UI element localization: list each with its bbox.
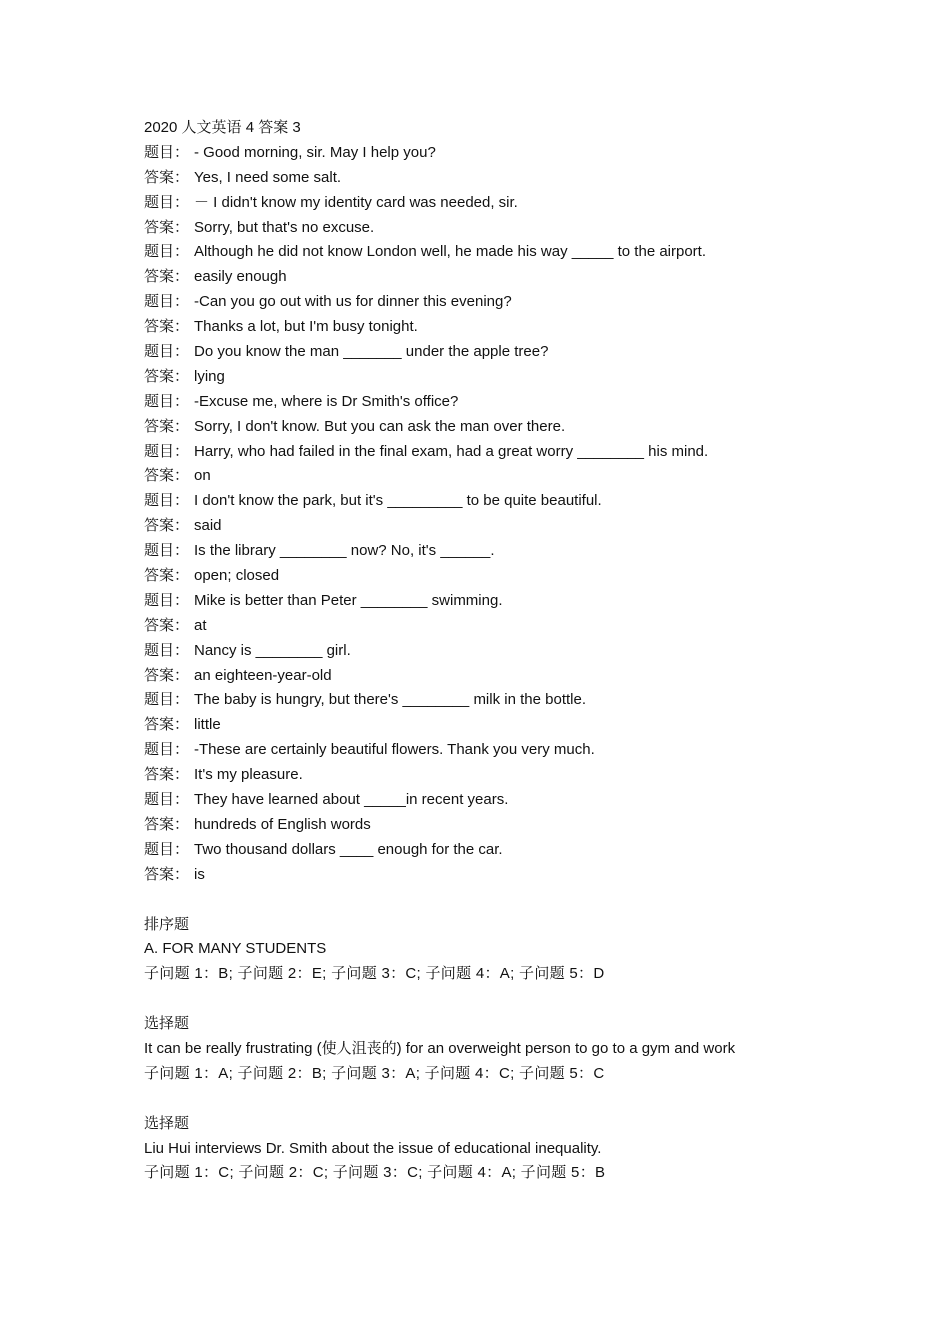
question-text: - Good morning, sir. May I help you? bbox=[194, 143, 436, 161]
answer-line bbox=[144, 813, 804, 838]
answer-line bbox=[144, 514, 804, 539]
answer-text: Sorry, I don't know. But you can ask the man over there. bbox=[194, 417, 566, 435]
question-text: Nancy is ________ girl. bbox=[194, 641, 351, 659]
question-line bbox=[144, 539, 804, 564]
answer-text: open; closed bbox=[194, 567, 280, 585]
answer-line bbox=[144, 166, 804, 191]
question-label: 题目： bbox=[144, 392, 190, 410]
question-label: 题目： bbox=[144, 293, 190, 311]
question-text: Mike is better than Peter ________ swimming. bbox=[194, 591, 503, 609]
question-line bbox=[144, 838, 804, 863]
answer-line bbox=[144, 763, 804, 788]
document-page bbox=[144, 116, 804, 1186]
answer-line bbox=[144, 664, 804, 689]
answer-text: Sorry, but that's no excuse. bbox=[194, 218, 375, 236]
question-text: I don't know the park, but it's _________ to be quite beautiful. bbox=[194, 492, 602, 510]
question-label: 题目： bbox=[144, 193, 190, 211]
answer-line bbox=[144, 365, 804, 390]
question-line bbox=[144, 688, 804, 713]
answer-line bbox=[144, 614, 804, 639]
question-label: 题目： bbox=[144, 741, 190, 759]
question-label: 题目： bbox=[144, 143, 190, 161]
question-label: 题目： bbox=[144, 542, 190, 560]
answer-line bbox=[144, 464, 804, 489]
question-label: 题目： bbox=[144, 442, 190, 460]
answer-line bbox=[144, 564, 804, 589]
section-answers: 子问题 1：A; 子问题 2：B; 子问题 3：A; 子问题 4：C; 子问题 5：C bbox=[144, 1064, 605, 1082]
question-line bbox=[144, 489, 804, 514]
answer-label: 答案： bbox=[144, 168, 190, 186]
section-text: Liu Hui interviews Dr. Smith about the issue of educational inequality. bbox=[144, 1139, 602, 1157]
answer-label: 答案： bbox=[144, 865, 190, 883]
answer-label: 答案： bbox=[144, 616, 190, 634]
question-label: 题目： bbox=[144, 840, 190, 858]
answer-text: said bbox=[194, 517, 222, 535]
section-spacer bbox=[144, 1087, 804, 1112]
answer-text: It's my pleasure. bbox=[194, 766, 303, 784]
answer-label: 答案： bbox=[144, 567, 190, 585]
question-text: － I didn't know my identity card was needed, sir. bbox=[194, 193, 518, 211]
section-text: A. FOR MANY STUDENTS bbox=[144, 940, 327, 958]
answer-line bbox=[144, 863, 804, 888]
section-spacer bbox=[144, 987, 804, 1012]
question-line bbox=[144, 738, 804, 763]
question-text: The baby is hungry, but there's ________ milk in the bottle. bbox=[194, 691, 586, 709]
question-line bbox=[144, 290, 804, 315]
section-spacer bbox=[144, 888, 804, 913]
answer-line bbox=[144, 713, 804, 738]
answer-text: is bbox=[194, 865, 205, 883]
question-text: -These are certainly beautiful flowers. Thank you very much. bbox=[194, 741, 595, 759]
sections bbox=[144, 888, 804, 1187]
section-heading: 选择题 bbox=[144, 1114, 190, 1132]
question-text: Do you know the man _______ under the apple tree? bbox=[194, 343, 549, 361]
section-text: It can be really frustrating (使人沮丧的) for an overweight person to go to a gym and work bbox=[144, 1039, 736, 1057]
answer-label: 答案： bbox=[144, 517, 190, 535]
answer-text: easily enough bbox=[194, 268, 287, 286]
question-label: 题目： bbox=[144, 691, 190, 709]
answer-label: 答案： bbox=[144, 666, 190, 684]
answer-label: 答案： bbox=[144, 318, 190, 336]
answer-text: at bbox=[194, 616, 207, 634]
answer-label: 答案： bbox=[144, 815, 190, 833]
question-label: 题目： bbox=[144, 791, 190, 809]
question-line bbox=[144, 639, 804, 664]
question-text: They have learned about _____in recent years. bbox=[194, 791, 509, 809]
question-label: 题目： bbox=[144, 343, 190, 361]
answer-line bbox=[144, 315, 804, 340]
question-text: -Can you go out with us for dinner this evening? bbox=[194, 293, 512, 311]
question-label: 题目： bbox=[144, 492, 190, 510]
answer-line bbox=[144, 265, 804, 290]
answer-text: an eighteen-year-old bbox=[194, 666, 332, 684]
question-line bbox=[144, 340, 804, 365]
question-label: 题目： bbox=[144, 641, 190, 659]
answer-text: little bbox=[194, 716, 221, 734]
question-label: 题目： bbox=[144, 243, 190, 261]
answer-text: on bbox=[194, 467, 211, 485]
question-text: Is the library ________ now? No, it's ______. bbox=[194, 542, 495, 560]
question-line bbox=[144, 191, 804, 216]
answer-label: 答案： bbox=[144, 218, 190, 236]
answer-label: 答案： bbox=[144, 766, 190, 784]
qa-list bbox=[144, 141, 804, 888]
section-answers: 子问题 1：C; 子问题 2：C; 子问题 3：C; 子问题 4：A; 子问题 5：B bbox=[144, 1164, 606, 1182]
answer-label: 答案： bbox=[144, 367, 190, 385]
document-title: 2020 人文英语 4 答案 3 bbox=[144, 119, 301, 136]
question-text: Two thousand dollars ____ enough for the car. bbox=[194, 840, 503, 858]
question-text: Harry, who had failed in the final exam, had a great worry ________ his mind. bbox=[194, 442, 709, 460]
answer-label: 答案： bbox=[144, 467, 190, 485]
section-heading: 选择题 bbox=[144, 1015, 190, 1033]
question-line bbox=[144, 788, 804, 813]
answer-text: lying bbox=[194, 367, 225, 385]
answer-label: 答案： bbox=[144, 268, 190, 286]
answer-label: 答案： bbox=[144, 417, 190, 435]
answer-text: Yes, I need some salt. bbox=[194, 168, 342, 186]
question-label: 题目： bbox=[144, 591, 190, 609]
section-answers: 子问题 1：B; 子问题 2：E; 子问题 3：C; 子问题 4：A; 子问题 5：D bbox=[144, 965, 605, 983]
section-heading: 排序题 bbox=[144, 915, 190, 933]
answer-text: hundreds of English words bbox=[194, 815, 371, 833]
answer-text: Thanks a lot, but I'm busy tonight. bbox=[194, 318, 418, 336]
question-line bbox=[144, 589, 804, 614]
question-line bbox=[144, 390, 804, 415]
answer-label: 答案： bbox=[144, 716, 190, 734]
question-text: Although he did not know London well, he made his way _____ to the airport. bbox=[194, 243, 707, 261]
question-line bbox=[144, 240, 804, 265]
question-line bbox=[144, 440, 804, 465]
answer-line bbox=[144, 415, 804, 440]
question-line bbox=[144, 141, 804, 166]
question-text: -Excuse me, where is Dr Smith's office? bbox=[194, 392, 459, 410]
answer-line bbox=[144, 216, 804, 241]
